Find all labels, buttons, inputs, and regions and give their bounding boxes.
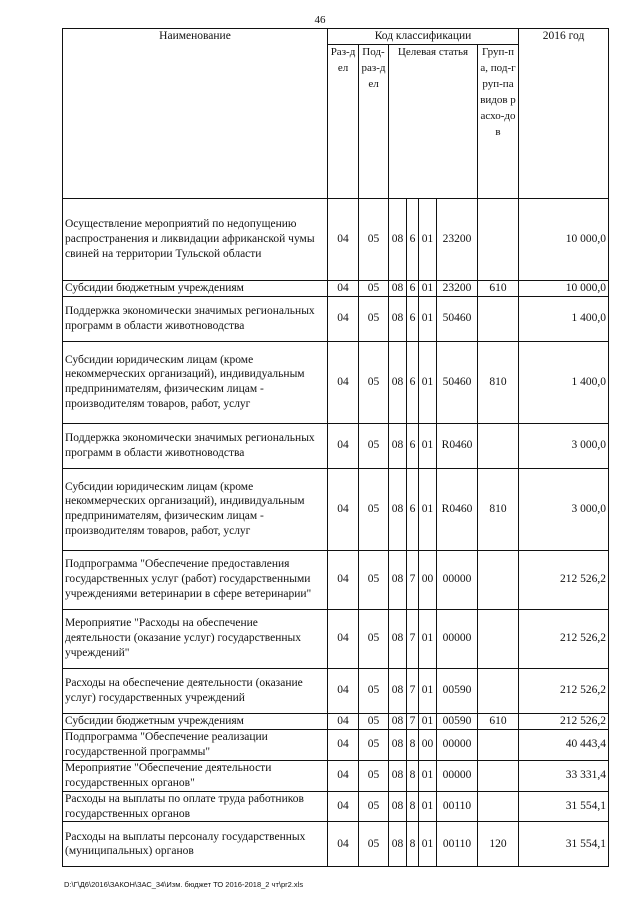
row-target-part3-cell: 00	[419, 729, 437, 760]
row-razdel-cell: 04	[328, 713, 359, 729]
row-target-part1-cell: 08	[389, 468, 407, 550]
row-group-cell: 810	[478, 468, 519, 550]
row-target-part2-cell: 6	[407, 296, 419, 341]
row-target-part2-cell: 7	[407, 609, 419, 668]
header-group: Груп-па, под-груп-па видов расхо-дов	[478, 44, 519, 198]
row-target-part4-cell: 50460	[437, 341, 478, 423]
row-target-part3-cell: 01	[419, 341, 437, 423]
row-target-part1-cell: 08	[389, 280, 407, 296]
row-group-cell	[478, 423, 519, 468]
row-razdel-cell: 04	[328, 280, 359, 296]
row-podrazdel-cell: 05	[359, 198, 389, 280]
row-target-part2-cell: 8	[407, 822, 419, 867]
row-group-cell	[478, 609, 519, 668]
row-podrazdel-cell: 05	[359, 609, 389, 668]
row-target-part3-cell: 01	[419, 609, 437, 668]
row-name-cell: Субсидии юридическим лицам (кроме некоммерческих организаций), индивидуальным предпринимателям, физическим лицам - производителям товаров, работ, услуг	[63, 341, 328, 423]
row-target-part3-cell: 01	[419, 713, 437, 729]
row-group-cell	[478, 791, 519, 822]
row-group-cell: 810	[478, 341, 519, 423]
row-podrazdel-cell: 05	[359, 729, 389, 760]
row-podrazdel-cell: 05	[359, 550, 389, 609]
row-amount-cell: 1 400,0	[519, 296, 609, 341]
row-razdel-cell: 04	[328, 729, 359, 760]
file-path-footer: D:\Г\Д6\2016\ЗАКОН\ЗАС_34\Изм. бюджет ТО 2016-2018_2 чт\pr2.xls	[64, 880, 304, 889]
row-group-cell	[478, 760, 519, 791]
row-target-part2-cell: 8	[407, 729, 419, 760]
row-target-part3-cell: 01	[419, 822, 437, 867]
row-target-part4-cell: 00110	[437, 791, 478, 822]
table-row	[63, 822, 609, 867]
row-name-cell: Мероприятие "Расходы на обеспечение деятельности (оказание услуг) государственных учреждений"	[63, 609, 328, 668]
row-target-part1-cell: 08	[389, 296, 407, 341]
row-amount-cell: 212 526,2	[519, 550, 609, 609]
row-razdel-cell: 04	[328, 198, 359, 280]
row-amount-cell: 1 400,0	[519, 341, 609, 423]
row-target-part1-cell: 08	[389, 822, 407, 867]
row-group-cell: 610	[478, 713, 519, 729]
row-podrazdel-cell: 05	[359, 296, 389, 341]
row-amount-cell: 10 000,0	[519, 280, 609, 296]
row-name-cell: Подпрограмма "Обеспечение реализации государственной программы"	[63, 729, 328, 760]
row-razdel-cell: 04	[328, 296, 359, 341]
row-amount-cell: 10 000,0	[519, 198, 609, 280]
row-name-cell: Субсидии бюджетным учреждениям	[63, 713, 328, 729]
row-podrazdel-cell: 05	[359, 423, 389, 468]
row-group-cell	[478, 198, 519, 280]
header-podrazdel: Под-раз-дел	[359, 44, 389, 198]
row-razdel-cell: 04	[328, 550, 359, 609]
row-target-part4-cell: 50460	[437, 296, 478, 341]
row-name-cell: Расходы на выплаты по оплате труда работников государственных органов	[63, 791, 328, 822]
row-target-part3-cell: 01	[419, 468, 437, 550]
row-name-cell: Расходы на обеспечение деятельности (оказание услуг) государственных учреждений	[63, 668, 328, 713]
row-razdel-cell: 04	[328, 341, 359, 423]
table-row	[63, 296, 609, 341]
row-podrazdel-cell: 05	[359, 713, 389, 729]
row-target-part2-cell: 7	[407, 668, 419, 713]
row-target-part4-cell: 00000	[437, 550, 478, 609]
row-amount-cell: 3 000,0	[519, 423, 609, 468]
table-row	[63, 668, 609, 713]
budget-table	[62, 28, 609, 867]
row-target-part4-cell: 00110	[437, 822, 478, 867]
row-target-part3-cell: 01	[419, 423, 437, 468]
row-target-part2-cell: 6	[407, 468, 419, 550]
row-name-cell: Субсидии юридическим лицам (кроме некоммерческих организаций), индивидуальным предпринимателям, физическим лицам - производителям товаров, работ, услуг	[63, 468, 328, 550]
table-row	[63, 609, 609, 668]
row-target-part3-cell: 01	[419, 280, 437, 296]
row-target-part3-cell: 01	[419, 198, 437, 280]
row-amount-cell: 31 554,1	[519, 822, 609, 867]
table-row	[63, 550, 609, 609]
row-target-part1-cell: 08	[389, 423, 407, 468]
header-razdel: Раз-дел	[328, 44, 359, 198]
row-target-part2-cell: 6	[407, 341, 419, 423]
row-amount-cell: 212 526,2	[519, 668, 609, 713]
row-amount-cell: 33 331,4	[519, 760, 609, 791]
row-razdel-cell: 04	[328, 609, 359, 668]
row-name-cell: Субсидии бюджетным учреждениям	[63, 280, 328, 296]
row-podrazdel-cell: 05	[359, 280, 389, 296]
table-row	[63, 468, 609, 550]
row-target-part4-cell: 23200	[437, 280, 478, 296]
row-target-part2-cell: 8	[407, 760, 419, 791]
row-target-part1-cell: 08	[389, 668, 407, 713]
row-group-cell	[478, 729, 519, 760]
row-amount-cell: 212 526,2	[519, 609, 609, 668]
row-name-cell: Поддержка экономически значимых региональных программ в области животноводства	[63, 296, 328, 341]
table-row	[63, 729, 609, 760]
row-target-part1-cell: 08	[389, 550, 407, 609]
row-target-part4-cell: 23200	[437, 198, 478, 280]
row-amount-cell: 31 554,1	[519, 791, 609, 822]
row-razdel-cell: 04	[328, 791, 359, 822]
table-body	[63, 198, 609, 867]
row-razdel-cell: 04	[328, 423, 359, 468]
header-code-group: Код классификации	[328, 29, 519, 45]
row-name-cell: Расходы на выплаты персоналу государственных (муниципальных) органов	[63, 822, 328, 867]
table-row	[63, 198, 609, 280]
row-target-part3-cell: 01	[419, 668, 437, 713]
row-target-part3-cell: 01	[419, 296, 437, 341]
row-podrazdel-cell: 05	[359, 668, 389, 713]
header-year: 2016 год	[519, 29, 609, 199]
table-row	[63, 713, 609, 729]
row-target-part4-cell: 00000	[437, 760, 478, 791]
header-target: Целевая статья	[389, 44, 478, 198]
row-target-part4-cell: 00590	[437, 668, 478, 713]
row-razdel-cell: 04	[328, 822, 359, 867]
row-razdel-cell: 04	[328, 760, 359, 791]
table-row	[63, 760, 609, 791]
header-name: Наименование	[63, 29, 328, 199]
row-name-cell: Поддержка экономически значимых региональных программ в области животноводства	[63, 423, 328, 468]
row-target-part2-cell: 8	[407, 791, 419, 822]
row-target-part3-cell: 01	[419, 760, 437, 791]
row-target-part1-cell: 08	[389, 713, 407, 729]
row-name-cell: Подпрограмма "Обеспечение предоставления государственных услуг (работ) государственными учреждениями ветеринарии в сфере ветеринарии"	[63, 550, 328, 609]
row-target-part1-cell: 08	[389, 760, 407, 791]
row-podrazdel-cell: 05	[359, 822, 389, 867]
row-podrazdel-cell: 05	[359, 468, 389, 550]
row-target-part1-cell: 08	[389, 198, 407, 280]
row-target-part4-cell: 00000	[437, 609, 478, 668]
row-target-part2-cell: 6	[407, 423, 419, 468]
row-group-cell	[478, 296, 519, 341]
row-target-part2-cell: 7	[407, 713, 419, 729]
row-target-part3-cell: 00	[419, 550, 437, 609]
row-target-part4-cell: 00000	[437, 729, 478, 760]
row-target-part1-cell: 08	[389, 341, 407, 423]
table-row	[63, 423, 609, 468]
row-target-part2-cell: 6	[407, 280, 419, 296]
row-razdel-cell: 04	[328, 468, 359, 550]
row-target-part1-cell: 08	[389, 791, 407, 822]
row-target-part4-cell: R0460	[437, 468, 478, 550]
row-razdel-cell: 04	[328, 668, 359, 713]
row-target-part2-cell: 6	[407, 198, 419, 280]
row-target-part4-cell: R0460	[437, 423, 478, 468]
row-group-cell: 610	[478, 280, 519, 296]
row-target-part1-cell: 08	[389, 729, 407, 760]
row-podrazdel-cell: 05	[359, 341, 389, 423]
row-name-cell: Осуществление мероприятий по недопущению распространения и ликвидации африканской чумы свиней на территории Тульской области	[63, 198, 328, 280]
page-number: 46	[314, 14, 326, 26]
row-name-cell: Мероприятие "Обеспечение деятельности государственных органов"	[63, 760, 328, 791]
row-group-cell: 120	[478, 822, 519, 867]
row-group-cell	[478, 550, 519, 609]
table-row	[63, 791, 609, 822]
row-amount-cell: 212 526,2	[519, 713, 609, 729]
row-target-part4-cell: 00590	[437, 713, 478, 729]
row-amount-cell: 40 443,4	[519, 729, 609, 760]
row-target-part3-cell: 01	[419, 791, 437, 822]
row-podrazdel-cell: 05	[359, 791, 389, 822]
row-target-part2-cell: 7	[407, 550, 419, 609]
table-row	[63, 280, 609, 296]
row-group-cell	[478, 668, 519, 713]
row-target-part1-cell: 08	[389, 609, 407, 668]
row-podrazdel-cell: 05	[359, 760, 389, 791]
table-row	[63, 341, 609, 423]
row-amount-cell: 3 000,0	[519, 468, 609, 550]
